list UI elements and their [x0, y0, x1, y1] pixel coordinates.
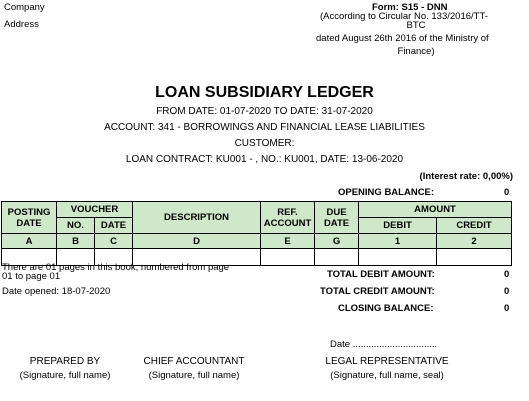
- company-label: Company: [4, 2, 45, 13]
- col-voucher: VOUCHER: [57, 202, 133, 218]
- total-debit-value: 0: [504, 269, 510, 280]
- col-posting-date: POSTING DATE: [2, 202, 57, 234]
- prepared-by-note: (Signature, full name): [19, 370, 111, 381]
- col-description: DESCRIPTION: [133, 202, 261, 234]
- col-voucher-no: NO.: [57, 218, 95, 234]
- loan-contract-line: LOAN CONTRACT: KU001 - , NO.: KU001, DATE: 13-06-2020: [125, 154, 404, 165]
- code-cell: 2: [437, 234, 512, 249]
- interest-rate: (Interest rate: 0,00%): [419, 171, 513, 182]
- page-count-note-line2: 01 to page 01: [2, 271, 61, 282]
- prepared-by-title: PREPARED BY: [29, 356, 101, 367]
- col-amount: AMOUNT: [359, 202, 512, 218]
- circular-reference-line1: (According to Circular No. 133/2016/TT-: [320, 11, 488, 22]
- ledger-table: [1, 201, 512, 266]
- code-cell: E: [261, 234, 315, 249]
- chief-accountant-title: CHIEF ACCOUNTANT: [143, 356, 245, 367]
- empty-cell: [315, 249, 359, 266]
- customer-line: CUSTOMER:: [234, 138, 295, 149]
- address-label: Address: [4, 19, 39, 30]
- col-debit: DEBIT: [359, 218, 437, 234]
- code-cell: A: [2, 234, 57, 249]
- empty-cell: [437, 249, 512, 266]
- closing-balance-label: CLOSING BALANCE:: [338, 303, 434, 314]
- code-cell: D: [133, 234, 261, 249]
- form-number: Form: S15 - DNN: [372, 2, 448, 13]
- col-voucher-date: DATE: [95, 218, 133, 234]
- empty-cell: [359, 249, 437, 266]
- col-credit: CREDIT: [437, 218, 512, 234]
- total-credit-value: 0: [504, 286, 510, 297]
- account-line: ACCOUNT: 341 - BORROWINGS AND FINANCIAL LEASE LIABILITIES: [104, 122, 425, 133]
- page-count-note-line1: There are 01 pages in this book, numbered from page: [2, 262, 230, 273]
- legal-representative-note: (Signature, full name, seal): [330, 370, 444, 381]
- col-ref-account: REF. ACCOUNT: [261, 202, 315, 234]
- code-cell: C: [95, 234, 133, 249]
- circular-reference-line4: Finance): [397, 46, 435, 57]
- date-opened: Date opened: 18-07-2020: [2, 286, 111, 297]
- circular-reference-line3: dated August 26th 2016 of the Ministry of: [316, 33, 489, 44]
- ledger-title: LOAN SUBSIDIARY LEDGER: [155, 84, 374, 101]
- date-range: FROM DATE: 01-07-2020 TO DATE: 31-07-2020: [156, 106, 373, 117]
- empty-cell: [261, 249, 315, 266]
- code-cell: B: [57, 234, 95, 249]
- signature-date-line: Date ................................: [330, 339, 438, 350]
- total-debit-label: TOTAL DEBIT AMOUNT:: [327, 269, 435, 280]
- code-cell: 1: [359, 234, 437, 249]
- total-credit-label: TOTAL CREDIT AMOUNT:: [320, 286, 435, 297]
- closing-balance-value: 0: [504, 303, 510, 314]
- opening-balance-label: OPENING BALANCE:: [338, 187, 435, 198]
- col-due-date: DUE DATE: [315, 202, 359, 234]
- legal-representative-title: LEGAL REPRESENTATIVE: [325, 356, 449, 367]
- circular-reference-line2: BTC: [406, 20, 426, 31]
- chief-accountant-note: (Signature, full name): [148, 370, 240, 381]
- opening-balance-value: 0: [504, 187, 510, 198]
- code-cell: G: [315, 234, 359, 249]
